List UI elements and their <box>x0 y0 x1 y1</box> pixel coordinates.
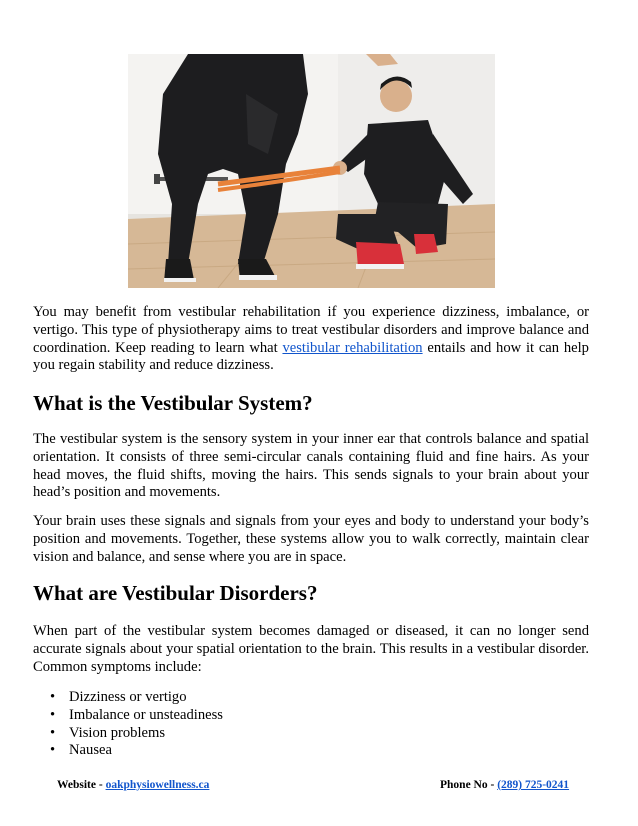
vestibular-system-paragraph-2: Your brain uses these signals and signals from your eyes and body to understand your body’s position and movements. Together, these systems allow you to walk correctly, maintain clear vision and balance, and sense where you are in space. <box>33 513 589 565</box>
list-item-label: Imbalance or unsteadiness <box>69 706 223 723</box>
list-item <box>33 707 223 725</box>
vestibular-disorders-paragraph: When part of the vestibular system becomes damaged or diseased, it can no longer send accurate signals about your spatial orientation to the brain. This results in a vestibular disorder. Common symptoms include: <box>33 623 589 675</box>
section-heading-vestibular-system: What is the Vestibular System? <box>33 391 313 415</box>
phone-label: Phone No - <box>440 779 498 791</box>
section-heading-vestibular-disorders: What are Vestibular Disorders? <box>33 581 318 605</box>
website-label: Website - <box>57 779 106 791</box>
list-item-label: Vision problems <box>69 724 166 741</box>
bullet-icon: • <box>50 742 56 759</box>
list-item <box>33 725 223 743</box>
intro-paragraph <box>33 304 589 375</box>
symptoms-list <box>33 689 223 760</box>
vestibular-system-paragraph-1: The vestibular system is the sensory system in your inner ear that controls balance and spatial orientation. It consists of three semi-circular canals containing fluid and fine hairs. As your head moves, the fluid shifts, moving the hairs. This sends signals to your brain about your head’s position and movements. <box>33 431 589 501</box>
intro-text-end: entails and how it can help you regain stability and reduce dizziness. <box>33 339 589 374</box>
list-item-label: Dizziness or vertigo <box>69 689 187 705</box>
website-link[interactable]: oakphysiowellness.ca <box>105 779 210 791</box>
list-item <box>33 742 223 760</box>
vestibular-rehabilitation-link[interactable]: vestibular rehabilitation <box>282 339 423 356</box>
bullet-icon: • <box>50 724 56 741</box>
footer-website <box>57 778 209 792</box>
hero-photo <box>128 54 495 288</box>
bullet-icon: • <box>50 706 56 723</box>
list-item <box>33 689 223 707</box>
list-item-label: Nausea <box>69 742 112 759</box>
bullet-icon: • <box>50 689 56 705</box>
intro-text-start: You may benefit from vestibular rehabilitation if you experience dizziness, imbalance, or vertigo. This type of physiotherapy aims to treat vestibular disorders and improve balance and coordination. Keep reading to learn what <box>33 304 589 356</box>
phone-link[interactable]: (289) 725-0241 <box>497 779 570 791</box>
footer-phone <box>440 778 569 792</box>
